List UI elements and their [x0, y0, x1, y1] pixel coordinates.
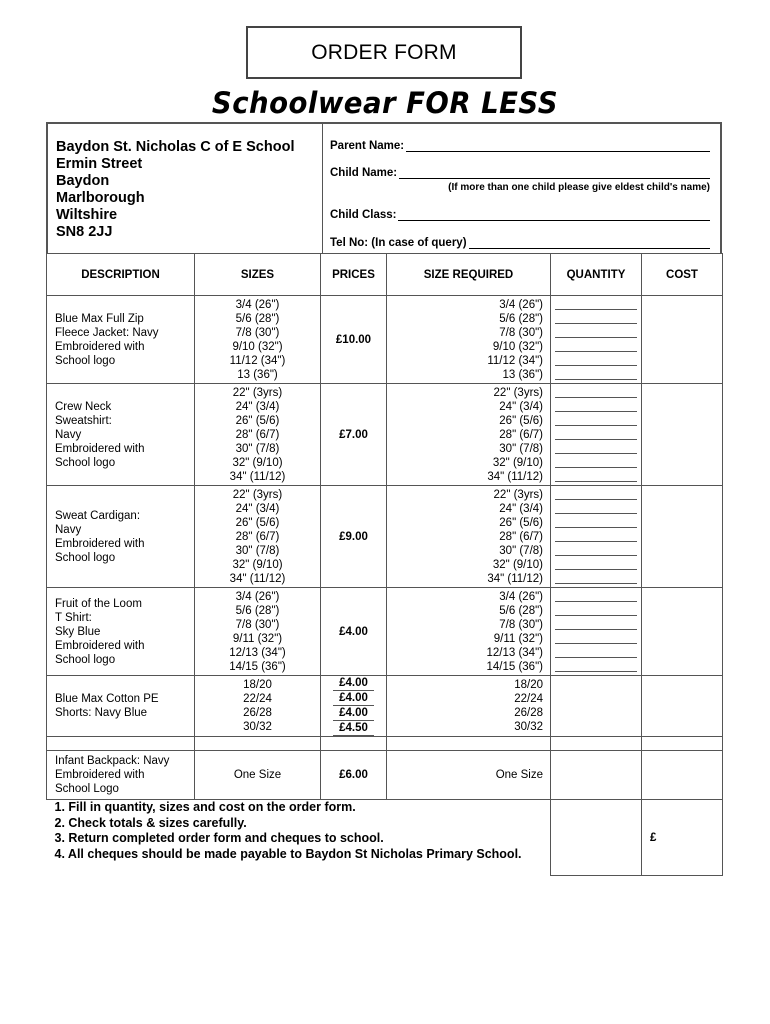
size-required-option[interactable]: 24" (3/4): [499, 400, 543, 413]
size-required-option[interactable]: 14/15 (36"): [486, 660, 543, 673]
instructions: [47, 800, 551, 876]
item-price: £4.00: [333, 676, 374, 691]
item-price: £4.00: [321, 588, 387, 676]
table-row: [47, 588, 723, 676]
col-sizes: SIZES: [195, 254, 321, 296]
instructions-row: [47, 800, 723, 876]
desc-line: Crew Neck: [55, 400, 112, 413]
address-line: Baydon: [56, 173, 110, 189]
item-description: [47, 384, 195, 486]
cost-cell[interactable]: [642, 384, 723, 486]
item-sizes: [195, 486, 321, 588]
table-row: [47, 296, 723, 384]
desc-line: Fruit of the Loom: [55, 597, 142, 610]
item-price: £7.00: [321, 384, 387, 486]
size-option: 12/13 (34"): [229, 646, 286, 659]
total-cost-cell[interactable]: £: [642, 800, 723, 876]
item-size-required[interactable]: [387, 486, 551, 588]
size-option: 3/4 (26"): [235, 298, 280, 311]
size-option: 13 (36"): [237, 368, 278, 381]
col-prices: PRICES: [321, 254, 387, 296]
total-quantity-cell[interactable]: [551, 800, 642, 876]
cost-cell[interactable]: [642, 588, 723, 676]
instruction-line: 2. Check totals & sizes carefully.: [54, 815, 247, 830]
header-divider: [322, 124, 323, 253]
size-required-option[interactable]: 3/4 (26"): [499, 298, 543, 311]
item-size-required[interactable]: One Size: [387, 751, 551, 800]
table-row: [47, 486, 723, 588]
cost-cell[interactable]: [642, 296, 723, 384]
size-option: 26" (5/6): [235, 516, 280, 529]
desc-line: Embroidered with: [55, 340, 145, 353]
size-option: 7/8 (30"): [235, 618, 280, 631]
size-option: 9/10 (32"): [232, 340, 283, 353]
size-option: 22" (3yrs): [232, 488, 283, 501]
cost-cell[interactable]: [642, 676, 723, 737]
size-option: 22" (3yrs): [232, 386, 283, 399]
size-required-option[interactable]: 18/20: [514, 679, 543, 691]
size-option: 18/20: [243, 679, 272, 691]
size-option: 26" (5/6): [235, 414, 280, 427]
desc-line: Infant Backpack: Navy: [55, 755, 170, 767]
item-description: [47, 296, 195, 384]
desc-line: T Shirt:: [55, 611, 92, 624]
address-line: Marlborough: [56, 190, 145, 206]
item-size-required[interactable]: [387, 384, 551, 486]
tel-field[interactable]: [330, 237, 710, 249]
tel-label: Tel No: (In case of query): [330, 237, 467, 249]
size-option: 5/6 (28"): [235, 604, 280, 617]
size-option: 14/15 (36"): [229, 660, 286, 673]
spacer-row: [47, 737, 723, 751]
size-required-option[interactable]: 22/24: [514, 693, 543, 705]
address-line: Ermin Street: [56, 156, 143, 172]
size-required-option[interactable]: 13 (36"): [502, 368, 543, 381]
desc-line: Embroidered with: [55, 639, 145, 652]
table-row: [47, 384, 723, 486]
size-option: 22/24: [243, 693, 272, 705]
item-sizes: [195, 296, 321, 384]
item-description: [47, 588, 195, 676]
child-note: (If more than one child please give eldest child's name): [448, 182, 710, 193]
size-required-option[interactable]: 32" (9/10): [492, 456, 543, 469]
instruction-line: 1. Fill in quantity, sizes and cost on the order form.: [54, 800, 356, 814]
size-required-option[interactable]: 26" (5/6): [499, 414, 543, 427]
desc-line: School logo: [55, 551, 116, 564]
size-required-option[interactable]: 5/6 (28"): [499, 312, 543, 325]
desc-line: Embroidered with: [55, 442, 145, 455]
size-option: 3/4 (26"): [235, 590, 280, 603]
size-option: 5/6 (28"): [235, 312, 280, 325]
col-cost: COST: [642, 254, 723, 296]
size-required-option[interactable]: 22" (3yrs): [493, 386, 543, 399]
size-required-option[interactable]: 7/8 (30"): [499, 326, 543, 339]
desc-line: Embroidered with: [55, 769, 145, 781]
item-size-required[interactable]: [387, 676, 551, 737]
desc-line: Blue Max Cotton PE: [55, 693, 159, 705]
order-form-title: ORDER FORM: [246, 26, 522, 79]
size-required-option[interactable]: 26/28: [514, 707, 543, 719]
address-line: SN8 2JJ: [56, 224, 113, 240]
quantity-cell[interactable]: [551, 676, 642, 737]
size-option: 30/32: [243, 721, 272, 733]
quantity-cell[interactable]: [551, 486, 642, 588]
item-sizes: One Size: [195, 751, 321, 800]
size-option: 32" (9/10): [232, 456, 283, 469]
desc-line: Embroidered with: [55, 537, 145, 550]
size-required-option[interactable]: 28" (6/7): [499, 530, 543, 543]
cost-cell[interactable]: [642, 751, 723, 800]
col-quantity: QUANTITY: [551, 254, 642, 296]
item-price: £9.00: [321, 486, 387, 588]
desc-line: Navy: [55, 428, 82, 441]
item-description: [47, 751, 195, 800]
address-line: Wiltshire: [56, 207, 118, 223]
item-price: £4.00: [333, 691, 374, 706]
size-option: 24" (3/4): [235, 502, 280, 515]
desc-line: School Logo: [55, 783, 119, 795]
school-address: [56, 139, 294, 241]
size-option: 28" (6/7): [235, 428, 280, 441]
item-price: £10.00: [321, 296, 387, 384]
item-sizes: [195, 588, 321, 676]
instruction-line: 3. Return completed order form and cheques to school.: [54, 831, 384, 845]
order-table: [46, 253, 723, 876]
item-sizes: [195, 676, 321, 737]
cost-cell[interactable]: [642, 486, 723, 588]
size-required-option[interactable]: 22" (3yrs): [493, 488, 543, 501]
size-required-option[interactable]: 7/8 (30"): [499, 618, 543, 631]
quantity-cell[interactable]: [551, 384, 642, 486]
size-required-option[interactable]: 12/13 (34"): [486, 646, 543, 659]
size-option: 9/11 (32"): [232, 632, 283, 645]
table-row: [47, 676, 723, 737]
item-description: [47, 676, 195, 737]
item-description: [47, 486, 195, 588]
brand-name: Schoolwear FOR LESS: [211, 86, 559, 120]
size-option: 30" (7/8): [235, 442, 280, 455]
desc-line: School logo: [55, 653, 116, 666]
desc-line: Shorts: Navy Blue: [55, 707, 148, 719]
child-name-label: Child Name:: [330, 167, 398, 179]
size-option: 26/28: [243, 707, 272, 719]
size-option: 32" (9/10): [232, 558, 283, 571]
size-required-option[interactable]: 30" (7/8): [499, 442, 543, 455]
size-option: 11/12 (34"): [229, 354, 286, 367]
size-required-option[interactable]: 9/11 (32"): [493, 632, 543, 645]
size-required-option[interactable]: 34" (11/12): [487, 470, 543, 483]
item-price-stack: [321, 676, 387, 737]
desc-line: Fleece Jacket: Navy: [55, 326, 159, 339]
col-size-required: SIZE REQUIRED: [387, 254, 551, 296]
item-price: £4.50: [333, 721, 374, 736]
size-required-option[interactable]: 30" (7/8): [499, 544, 543, 557]
desc-line: School logo: [55, 456, 116, 469]
desc-line: Sky Blue: [55, 625, 101, 638]
size-required-option[interactable]: 11/12 (34"): [487, 354, 543, 367]
item-price: £4.00: [333, 706, 374, 721]
quantity-cell[interactable]: [551, 588, 642, 676]
size-option: 28" (6/7): [235, 530, 280, 543]
col-description: DESCRIPTION: [47, 254, 195, 296]
instruction-line: 4. All cheques should be made payable to Baydon St Nicholas Primary School.: [54, 846, 522, 861]
size-required-option[interactable]: 28" (6/7): [499, 428, 543, 441]
size-required-option[interactable]: 3/4 (26"): [499, 590, 543, 603]
size-required-option[interactable]: 9/10 (32"): [492, 340, 543, 353]
item-price: £6.00: [321, 751, 387, 800]
size-option: 7/8 (30"): [235, 326, 280, 339]
child-name-field[interactable]: [330, 167, 710, 179]
size-required-option[interactable]: 30/32: [514, 721, 543, 733]
child-class-label: Child Class:: [330, 209, 397, 221]
size-required-option[interactable]: 5/6 (28"): [499, 604, 543, 617]
parent-name-field[interactable]: [330, 140, 710, 152]
desc-line: Blue Max Full Zip: [55, 312, 144, 325]
size-option: 24" (3/4): [235, 400, 280, 413]
item-sizes: [195, 384, 321, 486]
size-option: 34" (11/12): [229, 470, 286, 483]
header-box: [46, 122, 722, 253]
quantity-cell[interactable]: [551, 751, 642, 800]
size-required-option[interactable]: 26" (5/6): [499, 516, 543, 529]
desc-line: Sweat Cardigan:: [55, 509, 141, 522]
size-option: 30" (7/8): [235, 544, 280, 557]
quantity-cell[interactable]: [551, 296, 642, 384]
size-option: 34" (11/12): [229, 572, 286, 585]
item-size-required[interactable]: [387, 296, 551, 384]
desc-line: School logo: [55, 354, 116, 367]
desc-line: Sweatshirt:: [55, 414, 112, 427]
size-required-option[interactable]: 34" (11/12): [487, 572, 543, 585]
parent-name-label: Parent Name:: [330, 140, 405, 152]
desc-line: Navy: [55, 523, 82, 536]
child-class-field[interactable]: [330, 209, 710, 221]
table-header-row: [47, 254, 723, 296]
address-line: Baydon St. Nicholas C of E School: [56, 139, 295, 155]
size-required-option[interactable]: 32" (9/10): [492, 558, 543, 571]
size-required-option[interactable]: 24" (3/4): [499, 502, 543, 515]
item-size-required[interactable]: [387, 588, 551, 676]
table-row: [47, 751, 723, 800]
